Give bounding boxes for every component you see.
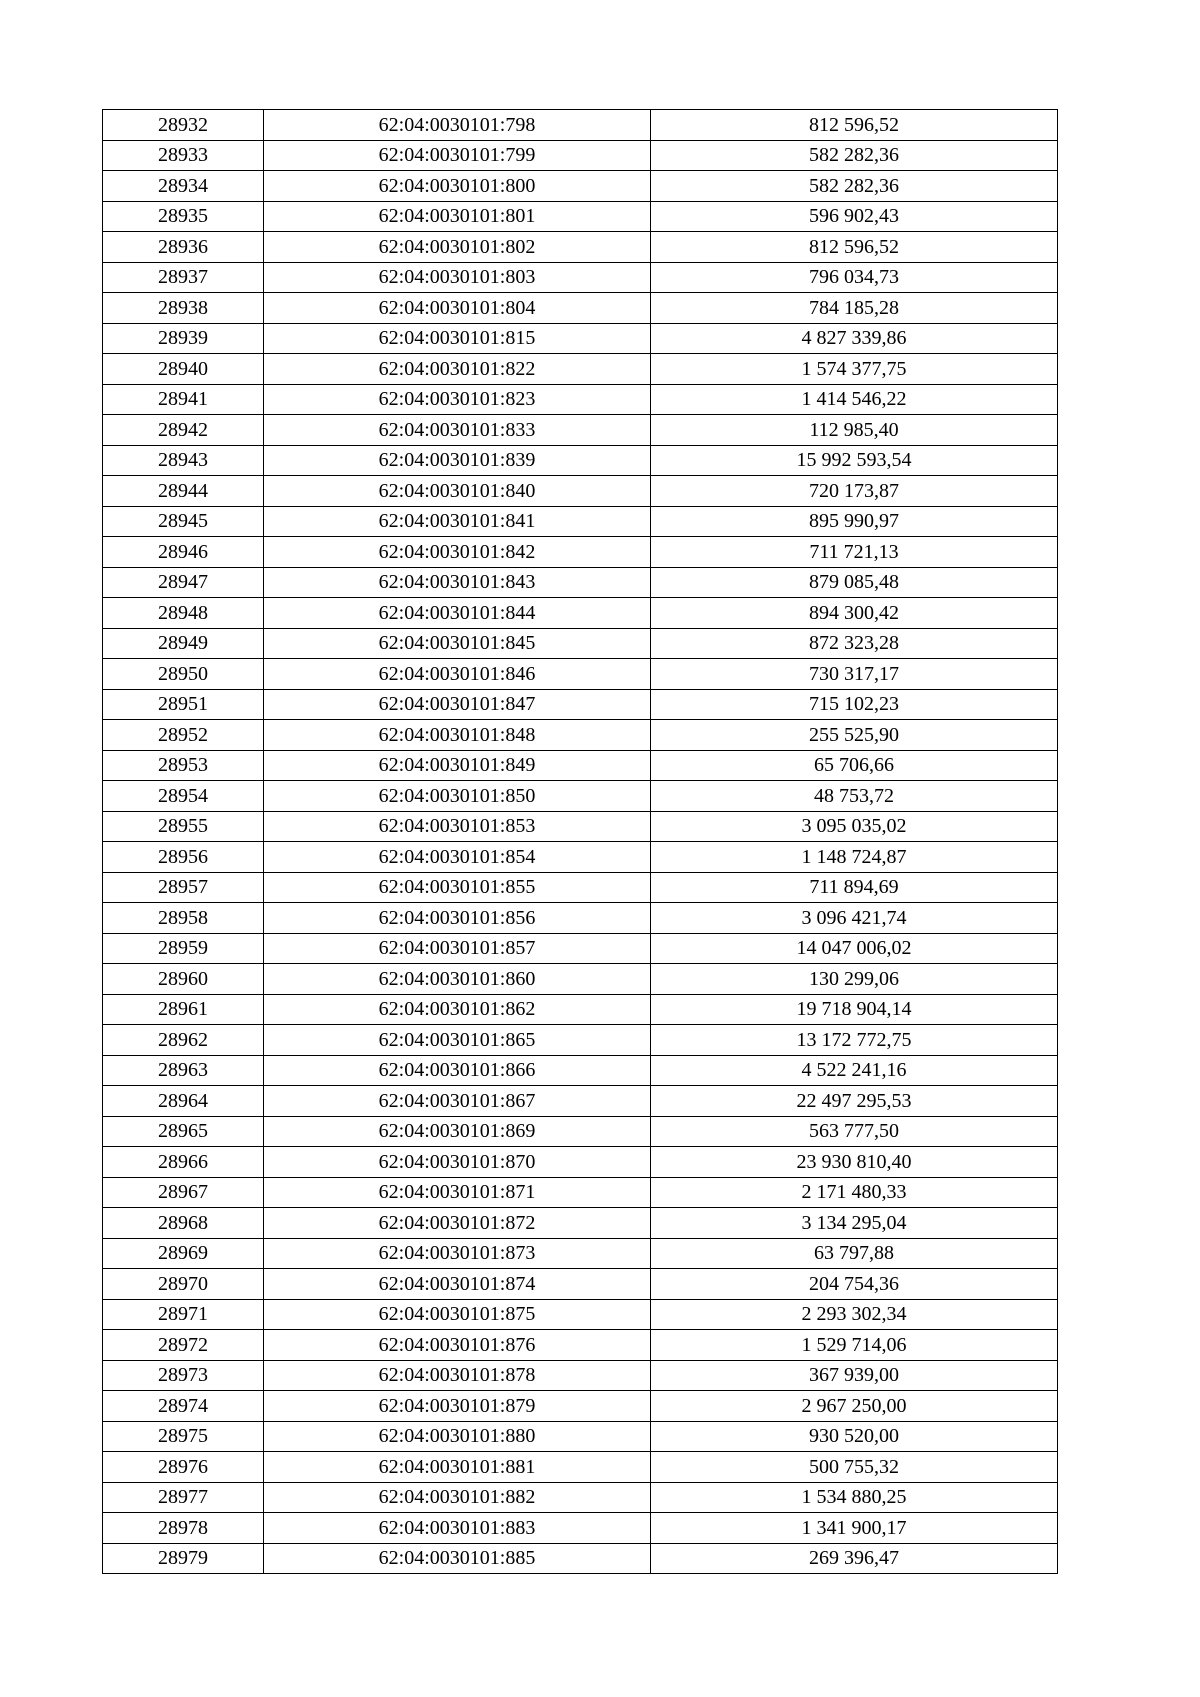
table-row xyxy=(103,781,1058,812)
cadastral-number-cell: 62:04:0030101:883 xyxy=(264,1513,651,1544)
cadastral-value-cell: 367 939,00 xyxy=(651,1360,1058,1391)
cadastral-number-cell: 62:04:0030101:802 xyxy=(264,232,651,263)
row-number-cell: 28959 xyxy=(103,933,264,964)
table-body xyxy=(103,110,1058,1574)
table-row xyxy=(103,1116,1058,1147)
cadastral-value-cell: 582 282,36 xyxy=(651,140,1058,171)
cadastral-number-cell: 62:04:0030101:840 xyxy=(264,476,651,507)
cadastral-number-cell: 62:04:0030101:842 xyxy=(264,537,651,568)
table-row xyxy=(103,445,1058,476)
table-row xyxy=(103,659,1058,690)
cadastral-number-cell: 62:04:0030101:804 xyxy=(264,293,651,324)
table-row xyxy=(103,567,1058,598)
table-row xyxy=(103,415,1058,446)
table-row xyxy=(103,964,1058,995)
row-number-cell: 28974 xyxy=(103,1391,264,1422)
row-number-cell: 28945 xyxy=(103,506,264,537)
table-row xyxy=(103,750,1058,781)
cadastral-value-cell: 1 534 880,25 xyxy=(651,1482,1058,1513)
cadastral-number-cell: 62:04:0030101:860 xyxy=(264,964,651,995)
row-number-cell: 28971 xyxy=(103,1299,264,1330)
cadastral-number-cell: 62:04:0030101:798 xyxy=(264,110,651,141)
cadastral-value-cell: 14 047 006,02 xyxy=(651,933,1058,964)
row-number-cell: 28958 xyxy=(103,903,264,934)
row-number-cell: 28951 xyxy=(103,689,264,720)
table-row xyxy=(103,903,1058,934)
cadastral-number-cell: 62:04:0030101:850 xyxy=(264,781,651,812)
table-row xyxy=(103,384,1058,415)
cadastral-value-cell: 1 148 724,87 xyxy=(651,842,1058,873)
row-number-cell: 28955 xyxy=(103,811,264,842)
row-number-cell: 28944 xyxy=(103,476,264,507)
cadastral-value-cell: 48 753,72 xyxy=(651,781,1058,812)
row-number-cell: 28949 xyxy=(103,628,264,659)
row-number-cell: 28967 xyxy=(103,1177,264,1208)
table-row xyxy=(103,994,1058,1025)
table-row xyxy=(103,1482,1058,1513)
table-row xyxy=(103,1330,1058,1361)
cadastral-number-cell: 62:04:0030101:849 xyxy=(264,750,651,781)
cadastral-number-cell: 62:04:0030101:878 xyxy=(264,1360,651,1391)
cadastral-number-cell: 62:04:0030101:803 xyxy=(264,262,651,293)
cadastral-number-cell: 62:04:0030101:876 xyxy=(264,1330,651,1361)
table-row xyxy=(103,1543,1058,1574)
cadastral-number-cell: 62:04:0030101:848 xyxy=(264,720,651,751)
table-row xyxy=(103,171,1058,202)
table-row xyxy=(103,476,1058,507)
cadastral-value-cell: 23 930 810,40 xyxy=(651,1147,1058,1178)
cadastral-number-cell: 62:04:0030101:833 xyxy=(264,415,651,446)
row-number-cell: 28973 xyxy=(103,1360,264,1391)
row-number-cell: 28941 xyxy=(103,384,264,415)
cadastral-value-cell: 720 173,87 xyxy=(651,476,1058,507)
cadastral-value-cell: 1 574 377,75 xyxy=(651,354,1058,385)
table-row xyxy=(103,506,1058,537)
row-number-cell: 28933 xyxy=(103,140,264,171)
row-number-cell: 28976 xyxy=(103,1452,264,1483)
cadastral-value-cell: 3 096 421,74 xyxy=(651,903,1058,934)
table-row xyxy=(103,1208,1058,1239)
table-row xyxy=(103,628,1058,659)
cadastral-number-cell: 62:04:0030101:822 xyxy=(264,354,651,385)
cadastral-number-cell: 62:04:0030101:799 xyxy=(264,140,651,171)
table-row xyxy=(103,1421,1058,1452)
cadastral-number-cell: 62:04:0030101:881 xyxy=(264,1452,651,1483)
row-number-cell: 28977 xyxy=(103,1482,264,1513)
table-row xyxy=(103,354,1058,385)
cadastral-value-cell: 879 085,48 xyxy=(651,567,1058,598)
cadastral-number-cell: 62:04:0030101:823 xyxy=(264,384,651,415)
cadastral-number-cell: 62:04:0030101:866 xyxy=(264,1055,651,1086)
cadastral-value-cell: 930 520,00 xyxy=(651,1421,1058,1452)
cadastral-value-cell: 582 282,36 xyxy=(651,171,1058,202)
row-number-cell: 28970 xyxy=(103,1269,264,1300)
row-number-cell: 28968 xyxy=(103,1208,264,1239)
cadastral-value-cell: 1 529 714,06 xyxy=(651,1330,1058,1361)
cadastral-value-cell: 63 797,88 xyxy=(651,1238,1058,1269)
row-number-cell: 28957 xyxy=(103,872,264,903)
row-number-cell: 28932 xyxy=(103,110,264,141)
table-row xyxy=(103,933,1058,964)
cadastral-number-cell: 62:04:0030101:873 xyxy=(264,1238,651,1269)
cadastral-value-cell: 65 706,66 xyxy=(651,750,1058,781)
row-number-cell: 28940 xyxy=(103,354,264,385)
cadastral-value-cell: 812 596,52 xyxy=(651,110,1058,141)
cadastral-number-cell: 62:04:0030101:853 xyxy=(264,811,651,842)
table-row xyxy=(103,1147,1058,1178)
table-row xyxy=(103,1177,1058,1208)
cadastral-value-cell: 19 718 904,14 xyxy=(651,994,1058,1025)
cadastral-value-cell: 130 299,06 xyxy=(651,964,1058,995)
table-row xyxy=(103,140,1058,171)
cadastral-number-cell: 62:04:0030101:847 xyxy=(264,689,651,720)
table-row xyxy=(103,1513,1058,1544)
table-row xyxy=(103,1452,1058,1483)
row-number-cell: 28935 xyxy=(103,201,264,232)
row-number-cell: 28966 xyxy=(103,1147,264,1178)
table-row xyxy=(103,720,1058,751)
table-row xyxy=(103,1360,1058,1391)
row-number-cell: 28936 xyxy=(103,232,264,263)
cadastral-number-cell: 62:04:0030101:885 xyxy=(264,1543,651,1574)
cadastral-number-cell: 62:04:0030101:855 xyxy=(264,872,651,903)
row-number-cell: 28969 xyxy=(103,1238,264,1269)
cadastral-value-table xyxy=(102,109,1058,1574)
cadastral-number-cell: 62:04:0030101:801 xyxy=(264,201,651,232)
cadastral-value-cell: 2 171 480,33 xyxy=(651,1177,1058,1208)
table-row xyxy=(103,110,1058,141)
cadastral-number-cell: 62:04:0030101:865 xyxy=(264,1025,651,1056)
cadastral-value-cell: 2 967 250,00 xyxy=(651,1391,1058,1422)
row-number-cell: 28964 xyxy=(103,1086,264,1117)
row-number-cell: 28942 xyxy=(103,415,264,446)
table-row xyxy=(103,232,1058,263)
cadastral-value-cell: 1 414 546,22 xyxy=(651,384,1058,415)
cadastral-value-cell: 711 894,69 xyxy=(651,872,1058,903)
table-row xyxy=(103,262,1058,293)
cadastral-number-cell: 62:04:0030101:839 xyxy=(264,445,651,476)
row-number-cell: 28975 xyxy=(103,1421,264,1452)
row-number-cell: 28950 xyxy=(103,659,264,690)
cadastral-number-cell: 62:04:0030101:845 xyxy=(264,628,651,659)
cadastral-number-cell: 62:04:0030101:874 xyxy=(264,1269,651,1300)
cadastral-value-cell: 4 522 241,16 xyxy=(651,1055,1058,1086)
cadastral-value-cell: 730 317,17 xyxy=(651,659,1058,690)
cadastral-value-cell: 4 827 339,86 xyxy=(651,323,1058,354)
cadastral-value-cell: 894 300,42 xyxy=(651,598,1058,629)
table-row xyxy=(103,811,1058,842)
cadastral-number-cell: 62:04:0030101:843 xyxy=(264,567,651,598)
table-row xyxy=(103,1086,1058,1117)
cadastral-number-cell: 62:04:0030101:871 xyxy=(264,1177,651,1208)
row-number-cell: 28954 xyxy=(103,781,264,812)
cadastral-number-cell: 62:04:0030101:869 xyxy=(264,1116,651,1147)
table-row xyxy=(103,689,1058,720)
cadastral-number-cell: 62:04:0030101:846 xyxy=(264,659,651,690)
cadastral-value-cell: 269 396,47 xyxy=(651,1543,1058,1574)
cadastral-value-cell: 112 985,40 xyxy=(651,415,1058,446)
cadastral-value-cell: 500 755,32 xyxy=(651,1452,1058,1483)
cadastral-value-cell: 711 721,13 xyxy=(651,537,1058,568)
cadastral-value-cell: 812 596,52 xyxy=(651,232,1058,263)
cadastral-value-cell: 715 102,23 xyxy=(651,689,1058,720)
row-number-cell: 28963 xyxy=(103,1055,264,1086)
cadastral-number-cell: 62:04:0030101:879 xyxy=(264,1391,651,1422)
cadastral-value-cell: 596 902,43 xyxy=(651,201,1058,232)
row-number-cell: 28953 xyxy=(103,750,264,781)
row-number-cell: 28934 xyxy=(103,171,264,202)
table-row xyxy=(103,1238,1058,1269)
cadastral-value-cell: 563 777,50 xyxy=(651,1116,1058,1147)
cadastral-number-cell: 62:04:0030101:880 xyxy=(264,1421,651,1452)
row-number-cell: 28978 xyxy=(103,1513,264,1544)
cadastral-value-cell: 1 341 900,17 xyxy=(651,1513,1058,1544)
row-number-cell: 28956 xyxy=(103,842,264,873)
row-number-cell: 28948 xyxy=(103,598,264,629)
cadastral-number-cell: 62:04:0030101:872 xyxy=(264,1208,651,1239)
cadastral-number-cell: 62:04:0030101:854 xyxy=(264,842,651,873)
cadastral-number-cell: 62:04:0030101:862 xyxy=(264,994,651,1025)
cadastral-number-cell: 62:04:0030101:856 xyxy=(264,903,651,934)
table-row xyxy=(103,537,1058,568)
row-number-cell: 28938 xyxy=(103,293,264,324)
row-number-cell: 28979 xyxy=(103,1543,264,1574)
table-row xyxy=(103,201,1058,232)
cadastral-number-cell: 62:04:0030101:875 xyxy=(264,1299,651,1330)
row-number-cell: 28946 xyxy=(103,537,264,568)
cadastral-number-cell: 62:04:0030101:867 xyxy=(264,1086,651,1117)
table-row xyxy=(103,1055,1058,1086)
cadastral-number-cell: 62:04:0030101:844 xyxy=(264,598,651,629)
row-number-cell: 28972 xyxy=(103,1330,264,1361)
cadastral-value-cell: 15 992 593,54 xyxy=(651,445,1058,476)
row-number-cell: 28937 xyxy=(103,262,264,293)
cadastral-value-cell: 784 185,28 xyxy=(651,293,1058,324)
row-number-cell: 28965 xyxy=(103,1116,264,1147)
cadastral-number-cell: 62:04:0030101:815 xyxy=(264,323,651,354)
cadastral-value-cell: 13 172 772,75 xyxy=(651,1025,1058,1056)
row-number-cell: 28960 xyxy=(103,964,264,995)
row-number-cell: 28952 xyxy=(103,720,264,751)
cadastral-number-cell: 62:04:0030101:841 xyxy=(264,506,651,537)
cadastral-value-cell: 872 323,28 xyxy=(651,628,1058,659)
cadastral-number-cell: 62:04:0030101:882 xyxy=(264,1482,651,1513)
cadastral-value-cell: 204 754,36 xyxy=(651,1269,1058,1300)
table-row xyxy=(103,323,1058,354)
cadastral-number-cell: 62:04:0030101:870 xyxy=(264,1147,651,1178)
row-number-cell: 28962 xyxy=(103,1025,264,1056)
table-row xyxy=(103,1299,1058,1330)
table-row xyxy=(103,1025,1058,1056)
cadastral-value-cell: 22 497 295,53 xyxy=(651,1086,1058,1117)
row-number-cell: 28939 xyxy=(103,323,264,354)
row-number-cell: 28947 xyxy=(103,567,264,598)
table-row xyxy=(103,1269,1058,1300)
table-row xyxy=(103,842,1058,873)
row-number-cell: 28943 xyxy=(103,445,264,476)
table-row xyxy=(103,1391,1058,1422)
row-number-cell: 28961 xyxy=(103,994,264,1025)
cadastral-value-cell: 3 095 035,02 xyxy=(651,811,1058,842)
cadastral-value-cell: 796 034,73 xyxy=(651,262,1058,293)
cadastral-value-cell: 3 134 295,04 xyxy=(651,1208,1058,1239)
cadastral-number-cell: 62:04:0030101:800 xyxy=(264,171,651,202)
cadastral-value-cell: 255 525,90 xyxy=(651,720,1058,751)
cadastral-value-cell: 2 293 302,34 xyxy=(651,1299,1058,1330)
table-row xyxy=(103,293,1058,324)
cadastral-number-cell: 62:04:0030101:857 xyxy=(264,933,651,964)
table-row xyxy=(103,872,1058,903)
table-row xyxy=(103,598,1058,629)
cadastral-value-cell: 895 990,97 xyxy=(651,506,1058,537)
